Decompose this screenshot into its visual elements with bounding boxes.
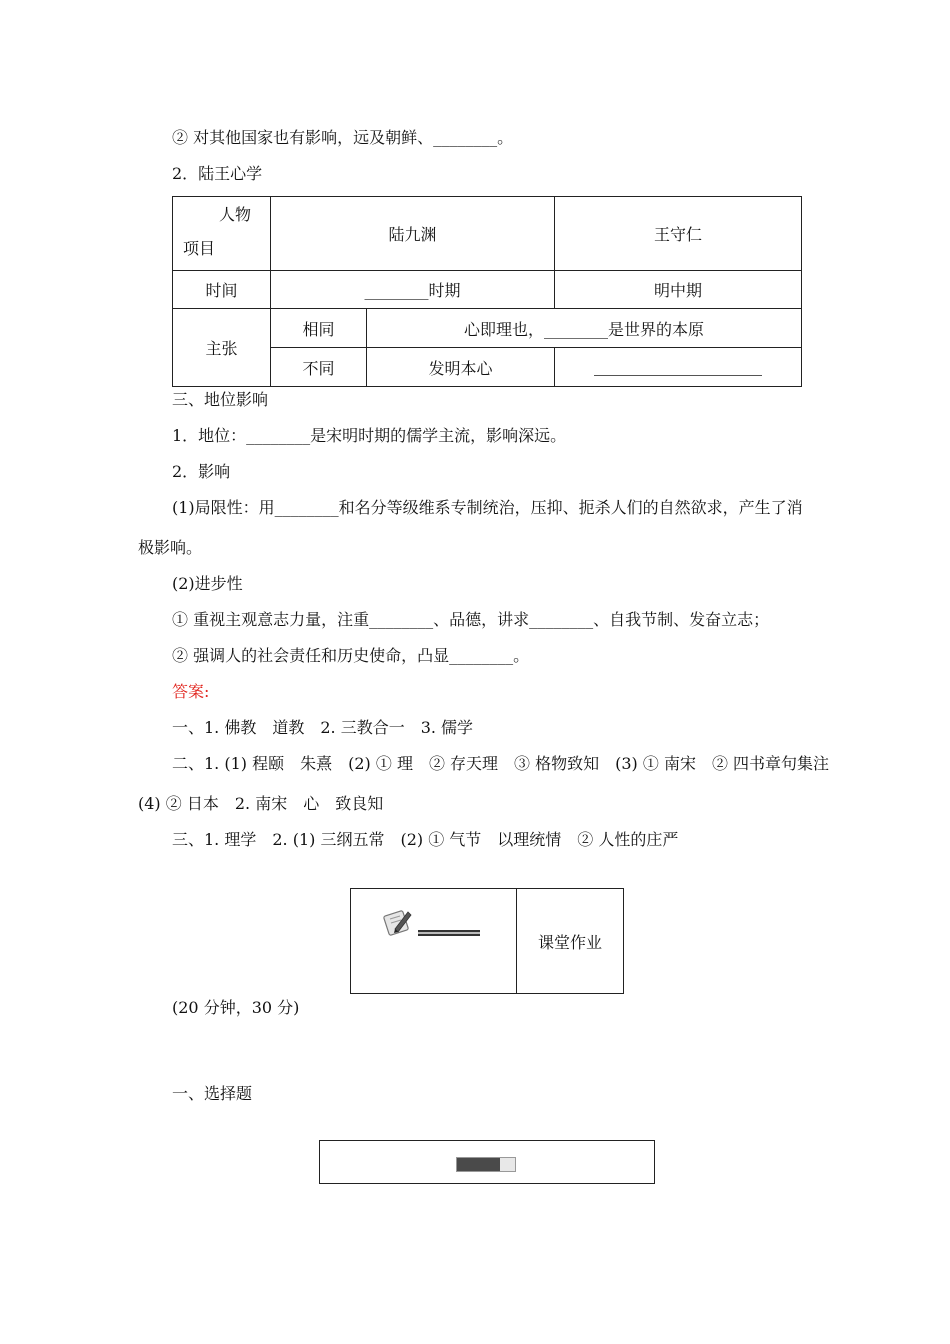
text-line-korea: ② 对其他国家也有影响，远及朝鲜、________。 bbox=[172, 128, 514, 147]
answer-heading: 答案: bbox=[172, 682, 210, 701]
heading-luwang: 2．陆王心学 bbox=[172, 164, 263, 183]
section-banner-bar bbox=[456, 1157, 516, 1172]
time-score-note: (20 分钟，30 分) bbox=[172, 998, 300, 1017]
answer-line-4: 三、1. 理学 2. (1) 三纲五常 (2) ① 气节 以理统情 ② 人性的庄严 bbox=[172, 830, 679, 849]
text-status: 1．地位：________是宋明时期的儒学主流，影响深远。 bbox=[172, 426, 567, 445]
heading-choice-questions: 一、选择题 bbox=[172, 1084, 253, 1103]
answer-line-3: (4) ② 日本 2. 南宋 心 致良知 bbox=[138, 794, 384, 813]
homework-icon-cell bbox=[351, 889, 517, 993]
text-limitation-cont: 极影响。 bbox=[138, 538, 203, 557]
heading-influence: 2．影响 bbox=[172, 462, 231, 481]
header-lu-jiuyuan: 陆九渊 bbox=[271, 197, 555, 271]
heading-progressive: (2)进步性 bbox=[172, 574, 243, 593]
homework-banner bbox=[350, 888, 624, 994]
corner-item-label: 项目 bbox=[183, 238, 216, 258]
time-wang: 明中期 bbox=[555, 271, 802, 309]
answer-line-1: 一、1. 佛教 道教 2. 三教合一 3. 儒学 bbox=[172, 718, 474, 737]
label-different: 不同 bbox=[271, 348, 367, 387]
blank-line bbox=[594, 361, 762, 376]
diff-wang-blank bbox=[555, 348, 802, 387]
row-label-claim: 主张 bbox=[173, 309, 271, 387]
corner-cell bbox=[173, 197, 271, 271]
text-limitation: (1)局限性：用________和名分等级维系专制统治，压抑、扼杀人们的自然欲求，产生了消 bbox=[172, 498, 803, 517]
diff-lu: 发明本心 bbox=[367, 348, 555, 387]
homework-label: 课堂作业 bbox=[537, 932, 602, 952]
same-claim: 心即理也，________是世界的本原 bbox=[367, 309, 802, 348]
time-lu: ________时期 bbox=[271, 271, 555, 309]
luwang-table bbox=[172, 196, 802, 387]
answer-line-2: 二、1. (1) 程颐 朱熹 (2) ① 理 ② 存天理 ③ 格物致知 (3) ① 南宋 ② 四书章句集注 bbox=[172, 754, 830, 773]
header-wang-shouren: 王守仁 bbox=[555, 197, 802, 271]
text-progressive-2: ② 强调人的社会责任和历史使命，凸显________。 bbox=[172, 646, 530, 665]
text-progressive-1: ① 重视主观意志力量，注重________、品德，讲求________、自我节制、发奋立志； bbox=[172, 610, 770, 629]
pen-paper-icon bbox=[383, 907, 413, 937]
corner-person-label: 人物 bbox=[219, 204, 252, 224]
section-banner-bar-fill bbox=[457, 1158, 500, 1171]
section-banner bbox=[319, 1140, 655, 1184]
heading-status-influence: 三、地位影响 bbox=[172, 390, 269, 409]
homework-decor-bar bbox=[418, 930, 480, 936]
label-same: 相同 bbox=[271, 309, 367, 348]
row-label-time: 时间 bbox=[173, 271, 271, 309]
